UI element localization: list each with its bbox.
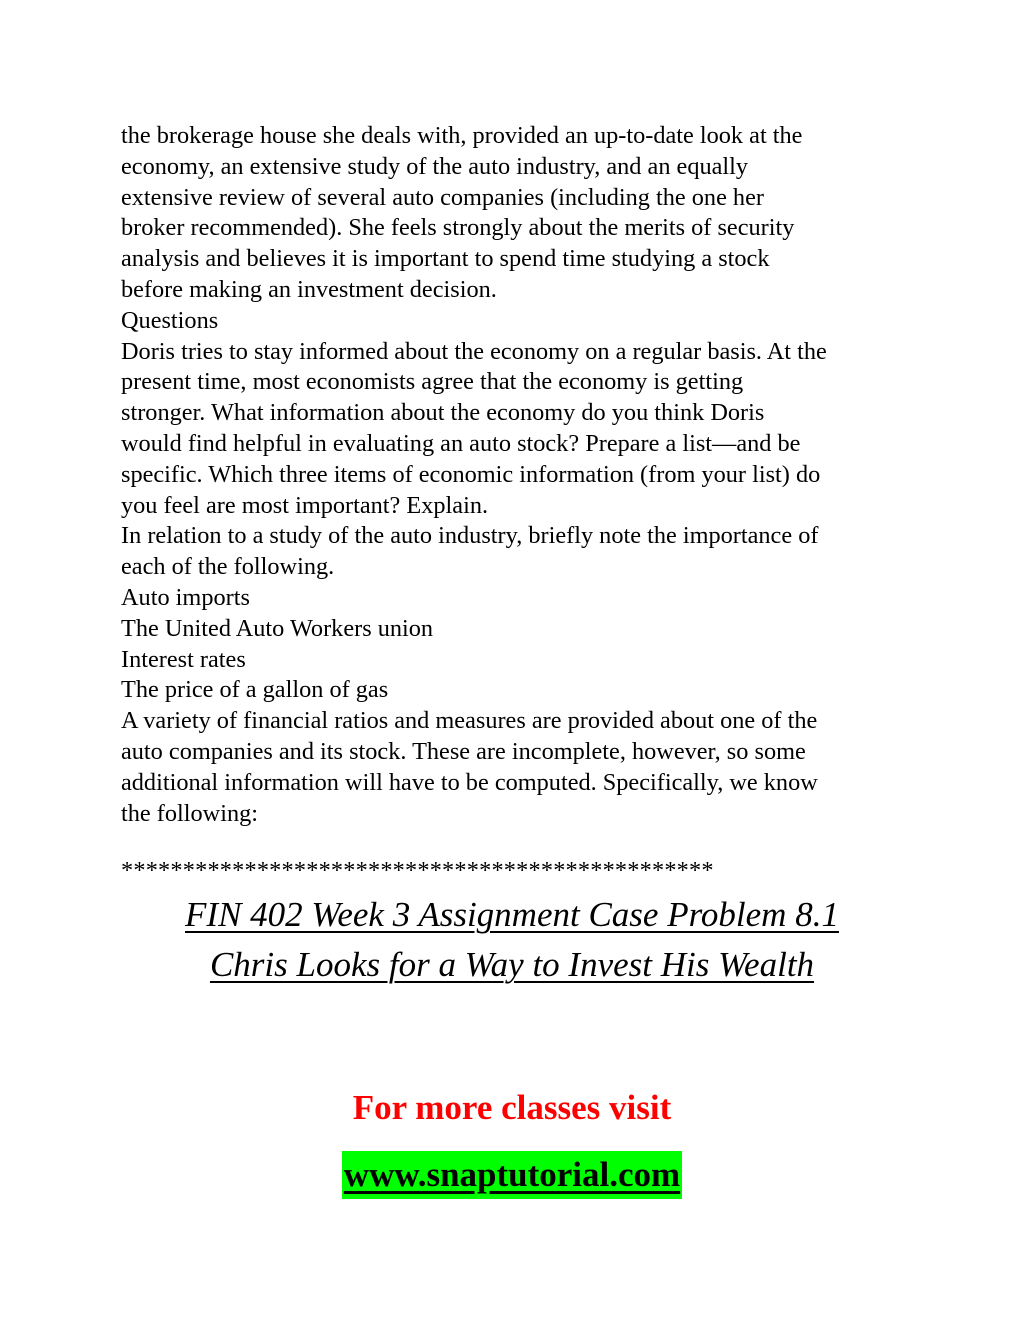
text-line: extensive review of several auto companies (including the one her bbox=[121, 183, 764, 211]
text-line: economy, an extensive study of the auto industry, and an equally bbox=[121, 152, 749, 180]
text-line: you feel are most important? Explain. bbox=[121, 491, 489, 519]
text-line: analysis and believes it is important to spend time studying a stock bbox=[121, 245, 770, 273]
text-line: A variety of financial ratios and measures are provided about one of the bbox=[121, 707, 818, 735]
questions-heading: Questions bbox=[121, 306, 219, 334]
list-item: The United Auto Workers union bbox=[121, 614, 434, 642]
text-line: each of the following. bbox=[121, 553, 335, 581]
list-item: Auto imports bbox=[121, 583, 250, 611]
text-line: additional information will have to be computed. Specifically, we know bbox=[121, 768, 818, 796]
list-item: The price of a gallon of gas bbox=[121, 676, 389, 704]
promo-text: For more classes visit bbox=[352, 1088, 672, 1127]
link-container bbox=[0, 1151, 1024, 1199]
text-line: the brokerage house she deals with, provided an up-to-date look at the bbox=[121, 122, 803, 149]
text-line: specific. Which three items of economic information (from your list) do bbox=[121, 460, 821, 488]
website-link[interactable]: www.snaptutorial.com bbox=[342, 1151, 682, 1199]
text-line: would find helpful in evaluating an auto stock? Prepare a list—and be bbox=[121, 429, 801, 457]
title-line-1: FIN 402 Week 3 Assignment Case Problem 8.1 bbox=[185, 895, 839, 934]
list-item: Interest rates bbox=[121, 645, 246, 673]
text-line: In relation to a study of the auto industry, briefly note the importance of bbox=[121, 522, 819, 550]
text-line: the following: bbox=[121, 799, 258, 827]
body-text bbox=[121, 121, 921, 829]
text-line: Doris tries to stay informed about the economy on a regular basis. At the bbox=[121, 337, 827, 365]
text-line: stronger. What information about the economy do you think Doris bbox=[121, 399, 765, 427]
text-line: broker recommended). She feels strongly about the merits of security bbox=[121, 214, 795, 242]
text-line: auto companies and its stock. These are incomplete, however, so some bbox=[121, 737, 806, 765]
text-line: before making an investment decision. bbox=[121, 275, 497, 303]
text-line: present time, most economists agree that the economy is getting bbox=[121, 368, 744, 396]
separator-stars: ************************************************ bbox=[121, 857, 714, 884]
title-line-2: Chris Looks for a Way to Invest His Wealth bbox=[209, 945, 815, 984]
